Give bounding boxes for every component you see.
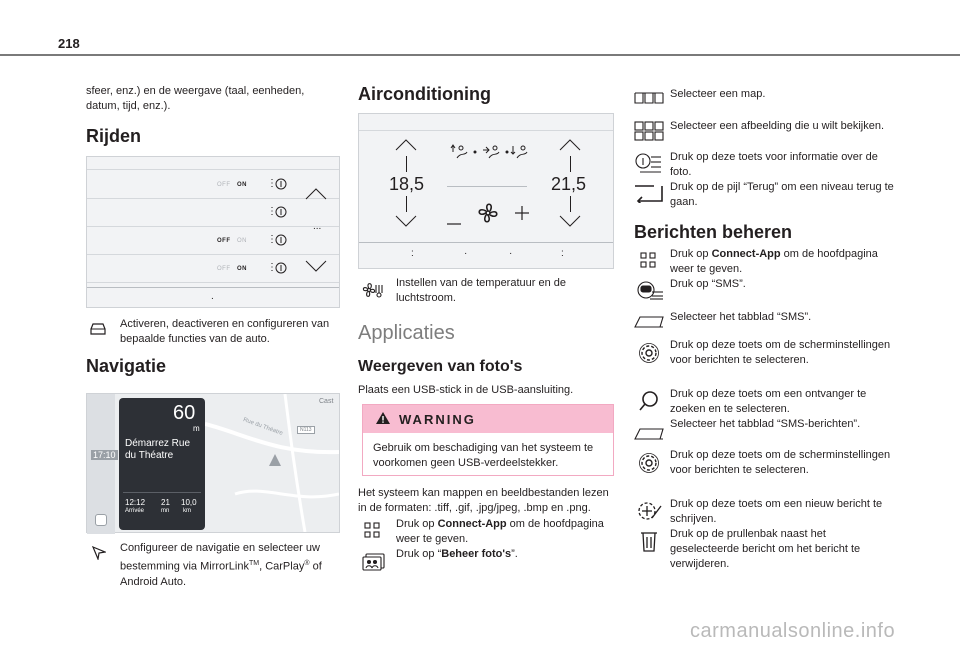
dot-indicator: · [464, 248, 468, 259]
tab-icon [634, 315, 664, 333]
warning-header [363, 405, 613, 433]
search-icon [638, 390, 660, 417]
on-label: ON [237, 266, 247, 272]
street-name: Démarrez Rue du Théatre [125, 438, 191, 461]
fan-icon [475, 200, 501, 231]
fan-increase-icon[interactable] [515, 206, 529, 225]
menu-dots-icon[interactable]: ⋮ [267, 206, 277, 217]
duration-label: mn [161, 508, 170, 514]
folder-list-icon [634, 90, 664, 109]
chevron-down-icon[interactable] [395, 214, 417, 232]
col3-b5: Druk op deze toets om een ontvanger te zoeken en te selecteren. [670, 388, 867, 415]
fotos-step2: Druk op “Beheer foto's”. [396, 548, 518, 560]
col3-b4: Druk op deze toets om de scherminstellingen voor berichten te selecteren. [670, 339, 891, 366]
fan-decrease-icon[interactable] [447, 212, 461, 230]
col3-s3: Druk op deze toets voor informatie over de foto. [670, 151, 878, 178]
col3-s4: Druk op de pijl “Terug” om een niveau terug te gaan. [670, 181, 894, 208]
warning-title: WARNING [399, 411, 476, 427]
intro-text: sfeer, enz.) en de weergave (taal, eenheden, datum, tijd, enz.). [86, 85, 305, 112]
off-label: OFF [217, 266, 231, 272]
map-roads [205, 394, 339, 532]
col3-b8: Druk op deze toets om een nieuw bericht te schrijven. [670, 498, 883, 525]
fotos-intro: Plaats een USB-stick in de USB-aansluiting. [358, 384, 574, 396]
dots-indicator: : [561, 248, 564, 259]
arrival-time: 12:12 [125, 498, 146, 507]
airflow-mode-icons[interactable] [449, 142, 535, 167]
menu-dots-icon[interactable]: ⋮ [267, 234, 277, 245]
bottom-dot: . [211, 291, 214, 302]
rijden-screen [86, 156, 340, 308]
menu-dots-icon[interactable]: ⋮ [267, 178, 277, 189]
chevron-down-icon[interactable] [305, 259, 327, 277]
navigation-arrow-icon [92, 546, 106, 565]
photo-manager-icon [362, 553, 386, 576]
info-icon[interactable] [275, 177, 287, 195]
map-label: Cast [319, 398, 334, 405]
home-icon[interactable] [95, 514, 107, 526]
road-label: Rue du Théatre [242, 417, 284, 437]
sms-icon [636, 280, 664, 305]
navigation-screen [86, 393, 340, 533]
col3-s1: Selecteer een map. [670, 88, 766, 100]
rijden-row[interactable] [87, 199, 339, 227]
rijden-row[interactable] [87, 171, 339, 199]
arrival-label: Arrivée [125, 508, 145, 514]
nav-sidebar [87, 394, 115, 534]
distance: 60 [173, 402, 196, 424]
apps-grid-icon [640, 252, 656, 273]
rijden-rows [87, 171, 339, 283]
temp-right: 21,5 [551, 174, 587, 194]
heading-applicaties: Applicaties [358, 322, 455, 344]
airco-fan-icon [362, 282, 386, 303]
fotos-para: Het systeem kan mappen en beeldbestanden lezen in de formaten: .tiff, .gif, .jpg/jpeg, .bmp en .png. [358, 487, 609, 514]
airco-caption: Instellen van de temperatuur en de luchtstroom. [396, 277, 567, 304]
duration: 21 [161, 498, 170, 507]
clock: 17:10 [93, 450, 116, 460]
info-list-icon [634, 152, 662, 179]
airco-screen [358, 113, 614, 269]
col3-b2: Druk op “SMS”. [670, 278, 746, 290]
fotos-step1: Druk op Connect-App om de hoofdpagina weer te geven. [396, 518, 604, 545]
temp-left: 18,5 [389, 174, 425, 194]
chevron-up-icon[interactable] [395, 138, 417, 156]
settings-gear-icon [638, 452, 660, 479]
guidance-card [119, 398, 205, 530]
settings-gear-icon [638, 342, 660, 369]
page-dots: ... [313, 221, 322, 232]
watermark: carmanualsonline.info [690, 620, 896, 642]
chevron-up-icon[interactable] [305, 187, 327, 205]
warning-triangle-icon [375, 411, 391, 428]
chevron-up-icon[interactable] [559, 138, 581, 156]
warning-text: Gebruik om beschadiging van het systeem te voorkomen geen USB-verdeelstekker. [373, 442, 594, 469]
trash-icon [640, 530, 658, 557]
col3-b1: Druk op Connect-App om de hoofdpagina weer te geven. [670, 248, 878, 275]
menu-dots-icon[interactable]: ⋮ [267, 262, 277, 273]
header-rule [0, 54, 960, 56]
car-icon [88, 322, 108, 341]
image-grid-icon [634, 121, 664, 146]
new-message-icon [636, 500, 662, 527]
km-label: km [183, 508, 191, 514]
distance-km: 10,0 [181, 498, 197, 507]
heading-airconditioning: Airconditioning [358, 84, 491, 104]
distance-unit: m [193, 424, 200, 433]
heading-berichten: Berichten beheren [634, 222, 793, 242]
off-label: OFF [217, 238, 231, 244]
back-arrow-icon [634, 185, 664, 208]
tab-icon [634, 427, 664, 445]
heading-fotos: Weergeven van foto's [358, 358, 523, 375]
navigatie-caption: Configureer de navigatie en selecteer uw bestemming via MirrorLink™, CarPlay® of Android Auto. [120, 542, 322, 588]
dots-indicator: : [411, 248, 414, 259]
col3-b3: Selecteer het tabblad “SMS”. [670, 311, 812, 323]
info-icon[interactable] [275, 233, 287, 251]
col3-b6: Selecteer het tabblad “SMS-berichten”. [670, 418, 861, 430]
rijden-row[interactable] [87, 255, 339, 283]
info-icon[interactable] [275, 261, 287, 279]
col3-b7: Druk op deze toets om de scherminstellingen voor berichten te selecteren. [670, 449, 891, 476]
on-label: ON [237, 238, 247, 244]
heading-rijden: Rijden [86, 126, 142, 146]
on-label: ON [237, 182, 247, 188]
page-number: 218 [58, 36, 80, 51]
col3-s2: Selecteer een afbeelding die u wilt bekijken. [670, 120, 885, 132]
off-label: OFF [217, 182, 231, 188]
rijden-caption: Activeren, deactiveren en configureren van bepaalde functies van de auto. [120, 318, 330, 345]
col3-b9: Druk op de prullenbak naast het geselecteerde bericht om het bericht te verwijderen. [670, 528, 861, 570]
heading-navigatie: Navigatie [86, 356, 167, 376]
road-code: N113 [297, 426, 315, 434]
apps-grid-icon [364, 522, 380, 543]
warning-box [362, 404, 614, 476]
info-icon[interactable] [275, 205, 287, 223]
dot-indicator: · [509, 248, 513, 259]
rijden-row[interactable] [87, 227, 339, 255]
chevron-down-icon[interactable] [559, 214, 581, 232]
